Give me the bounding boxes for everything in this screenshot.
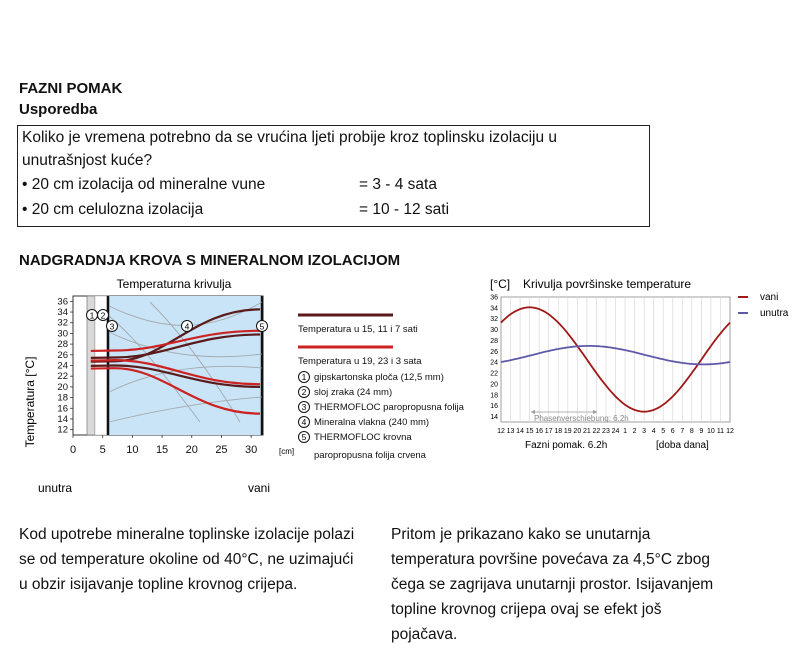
question-line-2: unutrašnjost kuće? (22, 152, 153, 169)
layer-marker-3 (107, 321, 118, 332)
x-tick-label: 2 (632, 428, 637, 435)
chart1-xlabel: [cm] (279, 447, 295, 456)
y-tick-label: 20 (490, 381, 498, 389)
paragraph-right-line: pojačava. (391, 626, 458, 643)
x-tick-label: 20 (573, 428, 582, 435)
legend-layer-label: THERMOFLOC paropropusna folija (314, 402, 464, 413)
y-tick-label: 32 (490, 316, 498, 324)
label-inside: unutra (38, 481, 73, 495)
bullet: • (22, 176, 28, 193)
page-subtitle: Usporedba (19, 101, 98, 118)
x-tick-label: 10 (126, 444, 139, 456)
legend-layers (299, 372, 465, 444)
legend-layer-number: 2 (301, 387, 307, 397)
x-tick-label: 5 (661, 428, 666, 435)
y-tick-label: 24 (57, 360, 68, 372)
y-tick-label: 24 (490, 359, 498, 367)
comparison-item-2 (22, 201, 203, 219)
y-tick-label: 26 (57, 349, 68, 361)
y-tick-label: 16 (490, 403, 498, 411)
y-tick-label: 30 (57, 328, 68, 340)
paragraph-right (391, 522, 791, 647)
x-tick-label: 10 (707, 428, 715, 435)
y-tick-label: 12 (57, 424, 68, 436)
x-tick-label: 21 (582, 428, 591, 435)
chart2-x-ticks (497, 428, 734, 435)
x-tick-label: 25 (215, 444, 228, 456)
y-tick-label: 14 (490, 414, 498, 422)
paragraph-left-line: se od temperature okoline od 40°C, ne uzimajući (19, 551, 354, 568)
comparison-value-2: = 10 - 12 sati (359, 201, 450, 218)
x-tick-label: 1 (623, 428, 627, 435)
y-tick-label: 28 (57, 339, 68, 351)
surface-temperature-chart (470, 272, 800, 472)
y-tick-label: 28 (490, 337, 498, 345)
x-tick-label: 16 (535, 428, 544, 435)
svg-text:3: 3 (109, 321, 115, 332)
layer-marker-2 (98, 310, 109, 321)
y-tick-label: 36 (490, 294, 498, 302)
comparison-item-1 (22, 176, 265, 194)
y-tick-label: 20 (57, 381, 68, 393)
x-tick-label: 12 (497, 428, 505, 435)
paragraph-left-line: Kod upotrebe mineralne toplinske izolacije polazi (19, 526, 355, 543)
comparison-box (17, 125, 650, 227)
y-tick-label: 22 (490, 370, 498, 378)
legend-layer5-line2: paropropusna folija crvena (314, 450, 426, 461)
x-tick-label: 5 (99, 444, 106, 456)
chart1-x-ticks (70, 435, 257, 456)
layer-marker-5 (257, 321, 268, 332)
chart1-title: Temperaturna krivulja (116, 277, 232, 291)
x-tick-label: 23 (602, 428, 610, 435)
page-title: FAZNI POMAK (19, 80, 123, 97)
chart2-y-ticks (490, 295, 498, 422)
layer-marker-4 (182, 321, 193, 332)
chart2-title: Krivulja površinske temperature (523, 277, 692, 291)
x-tick-label: 15 (525, 428, 534, 435)
svg-text:5: 5 (259, 321, 265, 332)
legend-outside-label: vani (760, 292, 779, 303)
paragraph-left-line: u obzir isijavanje topline krovnog crijepa. (19, 576, 298, 593)
x-tick-label: 20 (185, 444, 198, 456)
paragraph-right-line: topline krovnog crijepa ovaj se efekt još (391, 601, 662, 618)
legend-layer-label: sloj zraka (24 mm) (314, 387, 393, 398)
legend-layer-label: gipskartonska ploča (12,5 mm) (314, 372, 444, 383)
legend-dark-label: Temperatura u 15, 11 i 7 sati (298, 324, 418, 335)
y-tick-label: 22 (57, 371, 68, 383)
x-tick-label: 30 (245, 444, 258, 456)
y-tick-label: 18 (57, 392, 68, 404)
y-tick-label: 34 (490, 305, 498, 313)
paragraph-left (19, 522, 389, 597)
layer-marker-1 (87, 310, 98, 321)
x-tick-label: 7 (680, 428, 685, 435)
x-tick-label: 22 (592, 428, 601, 435)
x-tick-label: 12 (726, 428, 734, 435)
y-tick-label: 32 (57, 317, 68, 329)
section-title: NADGRADNJA KROVA S MINERALNOM IZOLACIJOM (19, 252, 401, 269)
x-tick-label: 18 (554, 428, 563, 435)
label-outside: vani (248, 481, 271, 495)
comparison-value-1: = 3 - 4 sata (359, 176, 437, 193)
svg-text:2: 2 (100, 310, 106, 321)
legend-layer-number: 3 (301, 402, 307, 412)
paragraph-right-line: temperatura površine povećava za 4,5°C zbog (391, 551, 710, 568)
y-tick-label: 16 (57, 403, 68, 415)
svg-text:1: 1 (89, 310, 95, 321)
temperature-curve-chart (0, 272, 470, 502)
y-tick-label: 18 (490, 392, 498, 400)
chart2-xlabel: [doba dana] (656, 440, 709, 451)
chart1-y-ticks (57, 296, 73, 435)
svg-text:4: 4 (184, 321, 190, 332)
phase-shift-annotation: Phasenverschiebung: 6.2h (534, 414, 629, 423)
x-tick-label: 3 (642, 428, 647, 435)
paragraph-right-line: Pritom je prikazano kako se unutarnja (391, 526, 651, 543)
x-tick-label: 15 (155, 444, 169, 456)
legend-layer-number: 4 (301, 417, 307, 427)
legend-layer-number: 5 (301, 432, 307, 442)
item-label: 20 cm celulozna izolacija (31, 201, 204, 218)
legend-red-label: Temperatura u 19, 23 i 3 sata (298, 356, 422, 367)
x-tick-label: 11 (716, 428, 725, 435)
question-line-1: Koliko je vremena potrebno da se vrućina ljeti probije kroz toplinsku izolaciju u (22, 129, 558, 146)
x-tick-label: 14 (516, 428, 524, 435)
x-tick-label: 13 (506, 428, 515, 435)
chart2-caption: Fazni pomak. 6.2h (525, 440, 608, 451)
chart1-ylabel: Temperatura [°C] (23, 356, 37, 448)
item-label: 20 cm izolacija od mineralne vune (31, 176, 266, 193)
x-tick-label: 6 (670, 428, 675, 435)
x-tick-label: 24 (611, 428, 620, 435)
x-tick-label: 0 (69, 444, 77, 456)
x-tick-label: 4 (651, 428, 656, 435)
x-tick-label: 19 (563, 428, 572, 435)
paragraph-right-line: čega se zagrijava unutarnji prostor. Isijavanjem (391, 576, 714, 593)
y-tick-label: 30 (490, 327, 498, 335)
x-tick-label: 17 (544, 428, 553, 435)
x-tick-label: 9 (699, 428, 704, 435)
chart2-ylabel: [°C] (490, 277, 511, 291)
bullet: • (22, 201, 28, 218)
legend-layer-label: Mineralna vlakna (240 mm) (314, 417, 430, 428)
y-tick-label: 26 (490, 348, 498, 356)
legend-layer-label: THERMOFLOC krovna (314, 432, 412, 443)
y-tick-label: 36 (57, 296, 68, 308)
legend-layer-number: 1 (301, 372, 307, 382)
y-tick-label: 34 (57, 307, 68, 319)
y-tick-label: 14 (57, 413, 68, 425)
x-tick-label: 8 (689, 428, 694, 435)
legend-inside-label: unutra (760, 308, 789, 319)
